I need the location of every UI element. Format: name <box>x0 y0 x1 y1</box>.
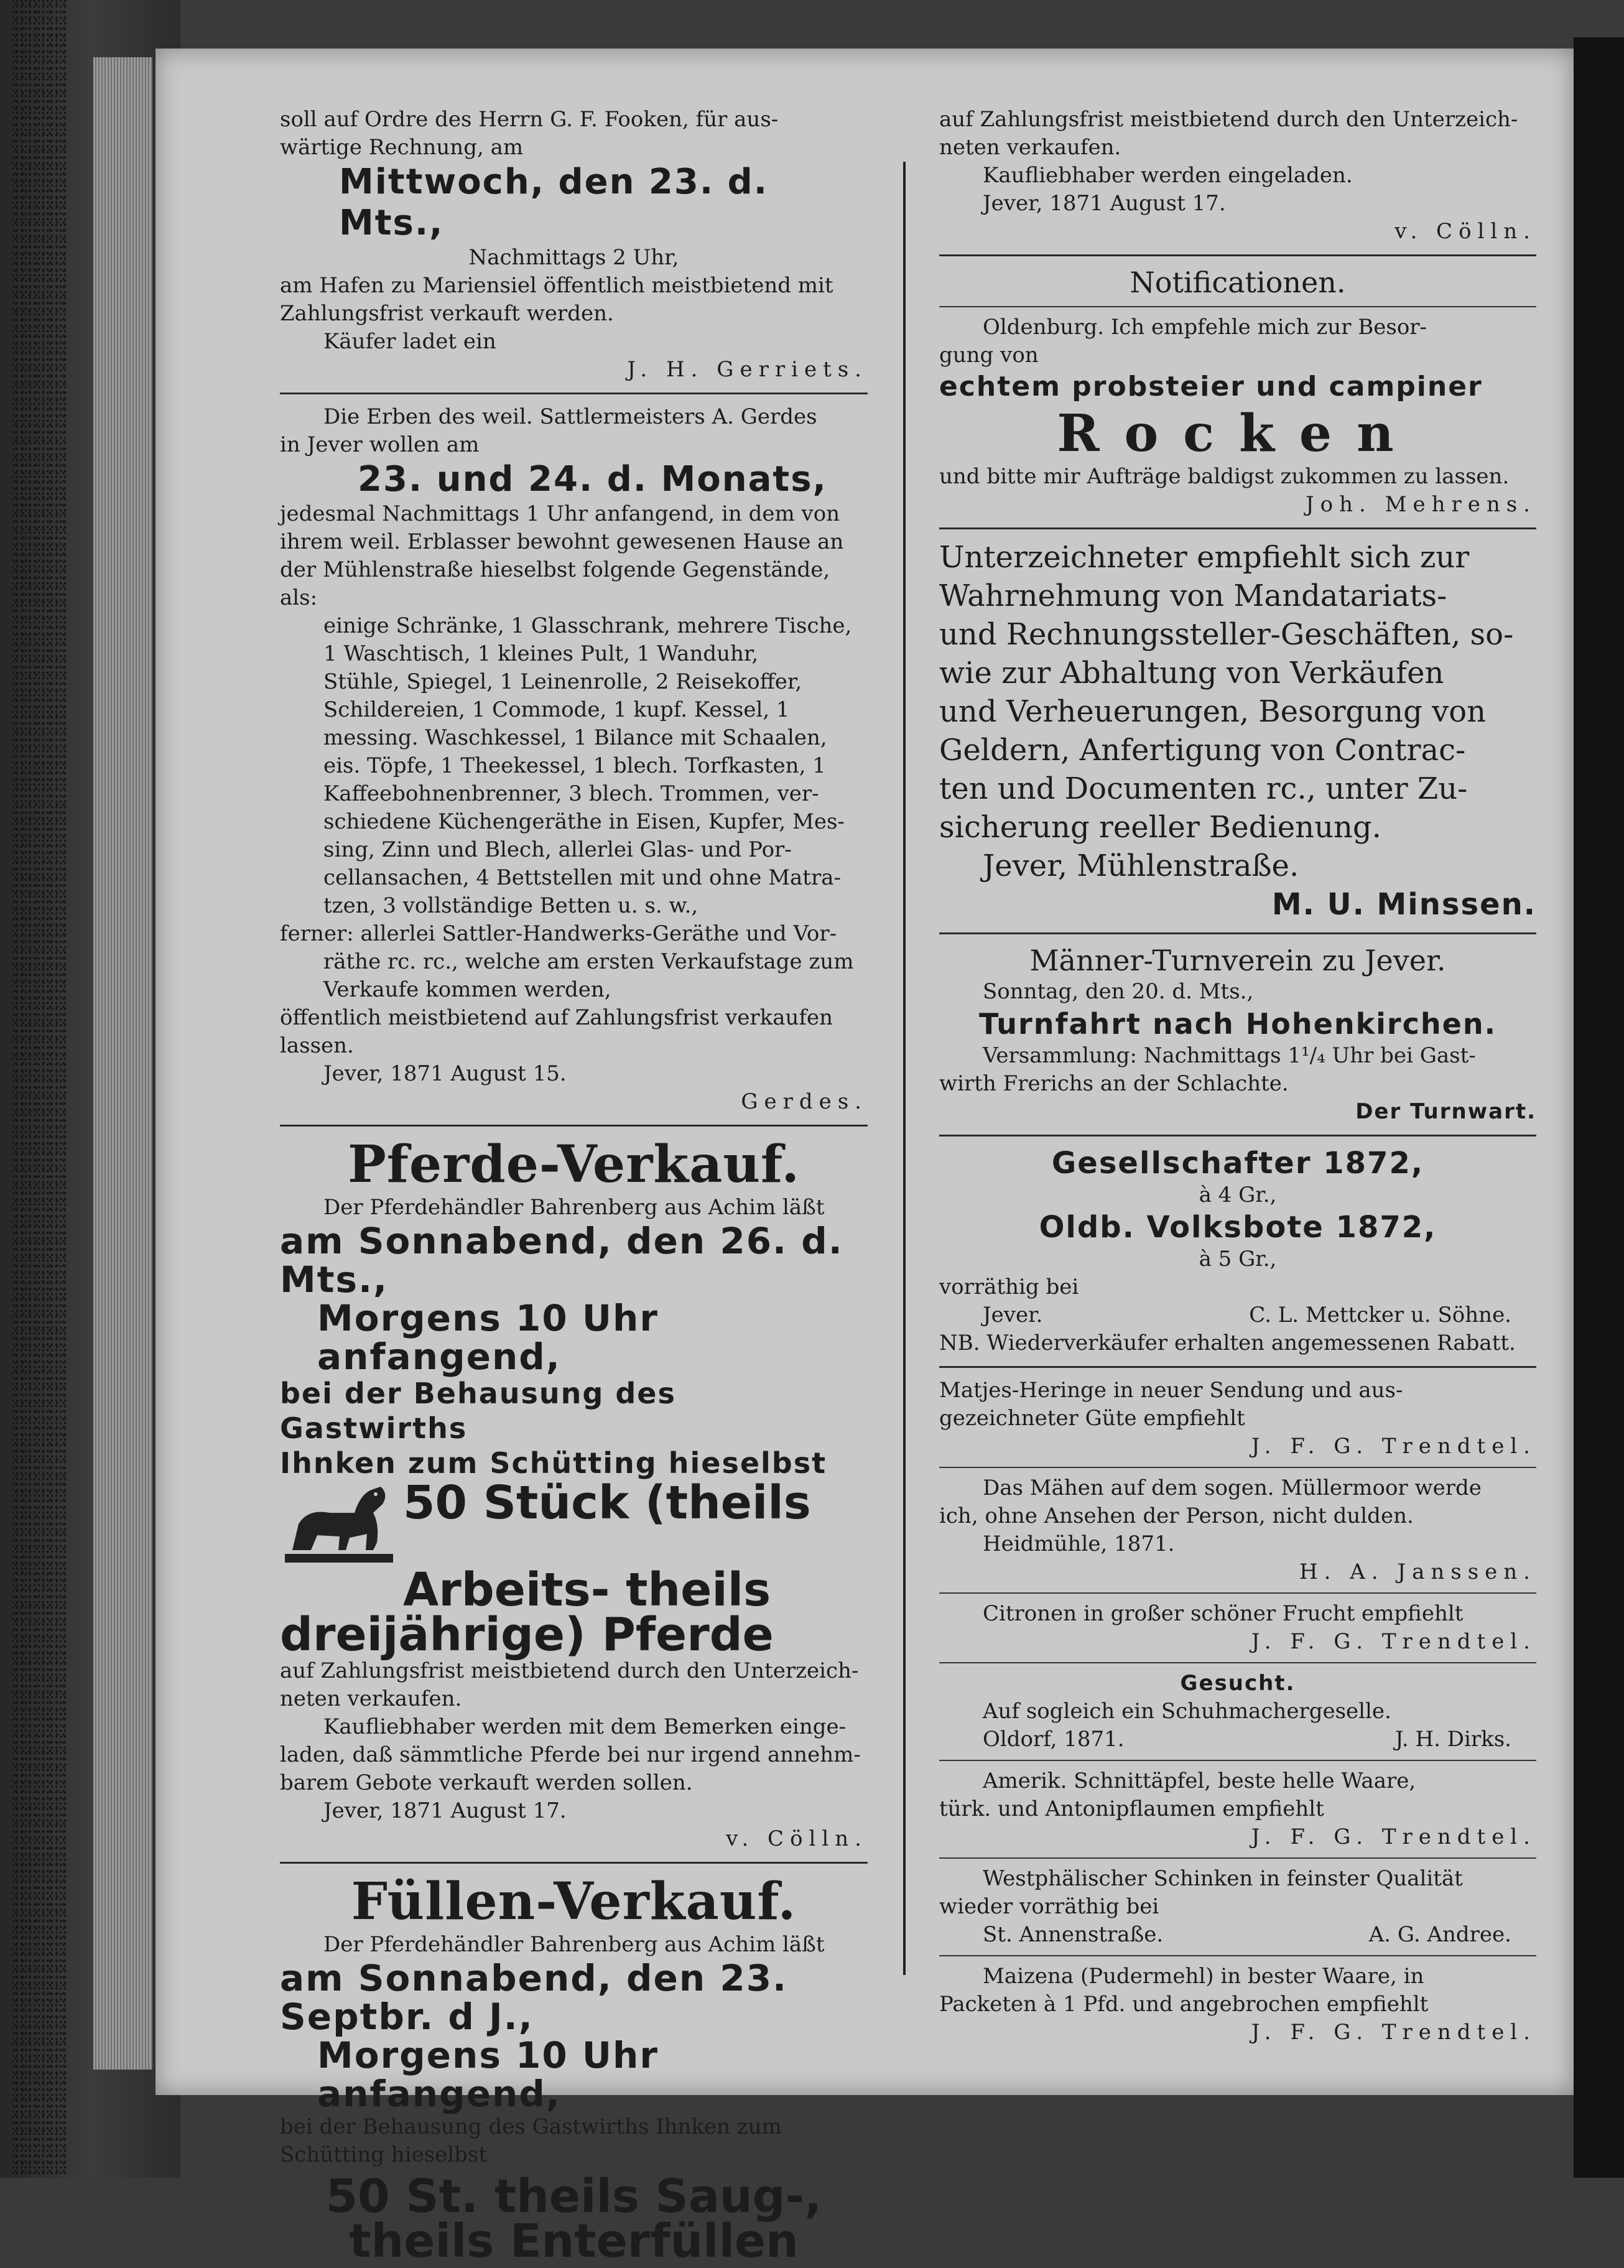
ad-text: ich, ohne Ansehen der Person, nicht dulden. <box>939 1503 1414 1528</box>
ad-text: vorräthig bei <box>939 1275 1079 1299</box>
right-column <box>939 106 1536 2047</box>
ad-dealer-row <box>939 1301 1536 1329</box>
ad-footer-row <box>939 1921 1536 1949</box>
item-line: einige Schränke, 1 Glasschrank, mehrere Tische, <box>323 613 852 638</box>
background-shadow <box>1574 37 1624 2178</box>
ad-muellermoor <box>939 1474 1536 1586</box>
left-column <box>280 106 868 2268</box>
ad-text: wie zur Abhaltung von Verkäufen <box>939 656 1444 690</box>
ad-title: Gesucht. <box>1180 1671 1296 1696</box>
headline-line: 50 St. theils Saug-, <box>325 2170 822 2223</box>
ad-text: Der Pferdehändler Bahrenberg aus Achim läßt <box>323 1932 825 1957</box>
ad-signature: J. H. Dirks. <box>1394 1727 1511 1752</box>
ad-time: Morgens 10 Uhr anfangend, <box>317 2034 659 2115</box>
ad-text: Die Erben des weil. Sattlermeisters A. Gerdes <box>323 404 817 429</box>
ad-text: Auf sogleich ein Schuhmachergeselle. <box>983 1699 1391 1724</box>
ad-text: neten verkaufen. <box>939 135 1121 160</box>
ad-text: jedesmal Nachmittags 1 Uhr anfangend, in dem von <box>280 501 840 526</box>
ad-signature: J. H. Gerriets. <box>627 357 868 382</box>
ad-text: am Hafen zu Mariensiel öffentlich meistbietend mit <box>280 273 833 298</box>
ad-text: Unterzeichneter empfiehlt sich zur <box>939 540 1470 575</box>
ad-text: türk. und Antonipflaumen empfiehlt <box>939 1796 1324 1821</box>
ad-kalender <box>939 1145 1536 1357</box>
ad-citronen <box>939 1600 1536 1656</box>
ad-text: gung von <box>939 343 1039 368</box>
ad-notificationen <box>939 265 1536 519</box>
ad-schnittaepfel <box>939 1767 1536 1851</box>
ad-text: sicherung reeller Bedienung. <box>939 810 1381 845</box>
ad-text: neten verkaufen. <box>280 1686 462 1711</box>
separator <box>939 306 1536 307</box>
ad-footer-row <box>939 1726 1536 1754</box>
ad-text: barem Gebote verkauft werden sollen. <box>280 1770 693 1795</box>
item-list <box>280 612 868 920</box>
ad-text: ten und Documenten rc., unter Zu- <box>939 771 1468 806</box>
ad-text: Packeten à 1 Pfd. und angebrochen empfiehlt <box>939 1992 1429 2017</box>
ad-matjes <box>939 1377 1536 1461</box>
ad-text: Amerik. Schnittäpfel, beste helle Waare, <box>983 1768 1416 1793</box>
ad-text: wieder vorräthig bei <box>939 1894 1159 1919</box>
separator <box>939 932 1536 934</box>
ad-text: und bitte mir Aufträge baldigst zukommen zu lassen. <box>939 464 1510 489</box>
ad-signature: J. F. G. Trendtel. <box>1251 2020 1536 2045</box>
separator <box>939 1135 1536 1136</box>
ad-event: Turnfahrt nach Hohenkirchen. <box>978 1007 1497 1041</box>
item-line: cellansachen, 4 Bettstellen mit und ohne Matra- <box>323 865 841 890</box>
item-line: sing, Zinn und Blech, allerlei Glas- und Por- <box>323 837 792 862</box>
ad-text: wärtige Rechnung, am <box>280 135 524 160</box>
item-line: Stühle, Spiegel, 1 Leinenrolle, 2 Reisekoffer, <box>323 669 802 694</box>
separator <box>939 1955 1536 1956</box>
ad-text: Schütting hieselbst <box>280 2142 488 2167</box>
ad-text: räthe rc. rc., welche am ersten Verkaufstage zum <box>323 949 854 974</box>
ad-signature: C. L. Mettcker u. Söhne. <box>1249 1303 1511 1327</box>
separator <box>280 1862 868 1864</box>
ad-text: gezeichneter Güte empfiehlt <box>939 1406 1245 1431</box>
ad-gesucht <box>939 1670 1536 1754</box>
ad-maizena <box>939 1963 1536 2047</box>
ad-invite: Käufer ladet ein <box>323 329 496 354</box>
ad-date: am Sonnabend, den 23. Septbr. d J., <box>280 1957 788 2038</box>
ad-text: Das Mähen auf dem sogen. Müllermoor werde <box>983 1476 1482 1500</box>
ad-invite: Kaufliebhaber werden eingeladen. <box>983 163 1353 188</box>
page-stack-edge <box>93 57 152 2070</box>
ad-time: Nachmittags 2 Uhr, <box>468 245 679 270</box>
ad-text: ferner: allerlei Sattler-Handwerks-Geräthe und Vor- <box>280 921 837 946</box>
item-line: schiedene Küchengeräthe in Eisen, Kupfer, Mes- <box>323 809 845 834</box>
section-heading: Notificationen. <box>1130 266 1346 299</box>
ad-signature: J. F. G. Trendtel. <box>1251 1824 1536 1849</box>
ad-text: auf Zahlungsfrist meistbietend durch den Unterzeich- <box>280 1658 859 1683</box>
ad-text: Geldern, Anfertigung von Contrac- <box>939 733 1466 768</box>
ad-text: soll auf Ordre des Herrn G. F. Fooken, für aus- <box>280 107 779 132</box>
ad-signature: v. Cölln. <box>726 1826 868 1851</box>
headline-line: dreijährige) Pferde <box>280 1608 774 1661</box>
ad-place: Jever, Mühlenstraße. <box>983 848 1299 883</box>
ad-time: Morgens 10 Uhr anfangend, <box>317 1297 659 1378</box>
item-line: 1 Waschtisch, 1 kleines Pult, 1 Wanduhr, <box>323 641 759 666</box>
ad-fooken-auction <box>280 106 868 384</box>
ad-signature: J. F. G. Trendtel. <box>1251 1434 1536 1459</box>
ad-text: Der Pferdehändler Bahrenberg aus Achim läßt <box>323 1195 825 1220</box>
ad-text: bei der Behausung des Gastwirths Ihnken zum <box>280 2114 782 2139</box>
ad-dateline: Jever, 1871 August 17. <box>323 1798 567 1823</box>
ad-text: Matjes-Heringe in neuer Sendung und aus- <box>939 1378 1403 1403</box>
item-line: tzen, 3 vollständige Betten u. s. w., <box>323 893 698 918</box>
ad-signature: Joh. Mehrens. <box>1306 492 1536 517</box>
ad-title: Gesellschafter 1872, <box>1051 1146 1424 1181</box>
ad-place: St. Annenstraße. <box>983 1922 1164 1947</box>
horse-headline <box>280 1476 868 1568</box>
ad-text: auf Zahlungsfrist meistbietend durch den Unterzeich- <box>939 107 1518 132</box>
ad-place: Oldorf, 1871. <box>983 1727 1125 1752</box>
ad-text: Verkaufe kommen werden, <box>323 977 611 1002</box>
ad-date: 23. und 24. d. Monats, <box>358 459 827 500</box>
ad-price: à 5 Gr., <box>1199 1247 1277 1271</box>
ad-text: öffentlich meistbietend auf Zahlungsfrist verkaufen <box>280 1005 833 1030</box>
separator <box>939 1366 1536 1368</box>
ad-minssen <box>939 538 1536 924</box>
ad-place: Heidmühle, 1871. <box>983 1531 1175 1556</box>
ad-title: Füllen-Verkauf. <box>351 1872 797 1931</box>
ad-note: NB. Wiederverkäufer erhalten angemessenen Rabatt. <box>939 1331 1516 1355</box>
ad-text: Kaufliebhaber werden mit dem Bemerken einge- <box>323 1714 847 1739</box>
column-divider <box>903 162 906 1975</box>
ad-text: laden, daß sämmtliche Pferde bei nur irgend annehm- <box>280 1742 861 1767</box>
ad-headline: echtem probsteier und campiner <box>939 371 1483 402</box>
ad-text: Westphälischer Schinken in feinster Qualität <box>983 1866 1463 1891</box>
ad-text: und Rechnungssteller-Geschäften, so- <box>939 617 1514 652</box>
separator <box>939 1662 1536 1663</box>
headline-line: Arbeits- theils <box>403 1563 771 1617</box>
ad-coelln-continuation <box>939 106 1536 246</box>
ad-signature: H. A. Janssen. <box>1299 1559 1536 1584</box>
item-line: Schildereien, 1 Commode, 1 kupf. Kessel, 1 <box>323 697 790 722</box>
ad-date: Mittwoch, den 23. d. Mts., <box>339 162 768 243</box>
headline-line: 50 Stück (theils <box>403 1476 811 1530</box>
separator <box>939 1760 1536 1761</box>
separator <box>939 1467 1536 1468</box>
item-line: eis. Töpfe, 1 Theekessel, 1 blech. Torfkasten, 1 <box>323 753 826 778</box>
ad-title: Männer-Turnverein zu Jever. <box>1029 944 1446 977</box>
separator <box>939 1592 1536 1594</box>
ad-dateline: Jever, 1871 August 15. <box>323 1061 567 1086</box>
ad-signature: Der Turnwart. <box>1355 1099 1536 1124</box>
horse-woodcut-icon <box>280 1480 398 1568</box>
ad-text: Oldenburg. Ich empfehle mich zur Besor- <box>983 315 1427 340</box>
ad-text: lassen. <box>280 1033 354 1058</box>
ad-signature: M. U. Minssen. <box>1271 887 1536 922</box>
ad-pferde-verkauf <box>280 1135 868 1853</box>
separator <box>280 393 868 394</box>
headline-line: theils Enterfüllen <box>349 2215 799 2268</box>
item-line: messing. Waschkessel, 1 Bilance mit Schaalen, <box>323 725 827 750</box>
ad-dateline: Jever, 1871 August 17. <box>983 191 1226 216</box>
separator <box>280 1125 868 1127</box>
ad-text: der Mühlenstraße hieselbst folgende Gegenstände, als: <box>280 557 830 610</box>
ad-text: und Verheuerungen, Besorgung von <box>939 694 1487 729</box>
separator <box>939 527 1536 529</box>
separator <box>939 1857 1536 1859</box>
ad-title: Oldb. Volksbote 1872, <box>1039 1210 1437 1245</box>
ad-text: in Jever wollen am <box>280 432 480 457</box>
ad-text: ihrem weil. Erblasser bewohnt gewesenen Hause an <box>280 529 844 554</box>
ad-date: am Sonnabend, den 26. d. Mts., <box>280 1220 843 1301</box>
ad-schinken <box>939 1865 1536 1949</box>
ad-signature: v. Cölln. <box>1394 219 1536 244</box>
ad-text: Ihnken zum Schütting hieselbst <box>280 1446 827 1480</box>
ad-price: à 4 Gr., <box>1199 1183 1277 1207</box>
ad-text: Zahlungsfrist verkauft werden. <box>280 301 614 326</box>
ad-text: Versammlung: Nachmittags 1¹/₄ Uhr bei Gast- <box>983 1043 1476 1068</box>
ad-text: Citronen in großer schöner Frucht empfiehlt <box>983 1601 1464 1626</box>
ad-date: Sonntag, den 20. d. Mts., <box>983 979 1254 1004</box>
ad-title: Pferde-Verkauf. <box>348 1135 800 1194</box>
ad-signature: A. G. Andree. <box>1368 1922 1511 1947</box>
ad-text: Maizena (Pudermehl) in bester Waare, in <box>983 1964 1424 1989</box>
ad-place: Jever. <box>983 1303 1043 1327</box>
ad-gerdes-auction <box>280 403 868 1116</box>
ad-text: bei der Behausung des Gastwirths <box>280 1377 676 1445</box>
ad-text: wirth Frerichs an der Schlachte. <box>939 1071 1289 1096</box>
marbled-edge <box>12 0 68 2178</box>
ad-text: Wahrnehmung von Mandatariats- <box>939 579 1447 613</box>
separator <box>939 254 1536 256</box>
ad-turnverein <box>939 943 1536 1126</box>
ad-headline-huge: Rocken <box>1057 404 1419 463</box>
item-line: Kaffeebohnenbrenner, 3 blech. Trommen, ver- <box>323 781 819 806</box>
ad-signature: Gerdes. <box>741 1089 868 1114</box>
ad-signature: J. F. G. Trendtel. <box>1251 1629 1536 1654</box>
ad-fuellen-verkauf <box>280 1872 868 2268</box>
